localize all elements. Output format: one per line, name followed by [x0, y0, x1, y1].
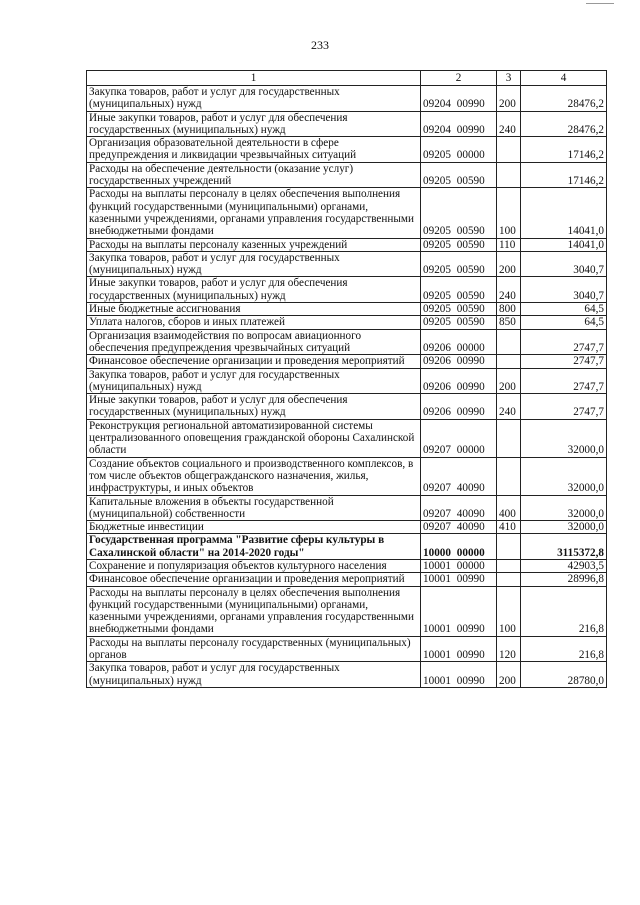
- table-row: [87, 419, 607, 457]
- row-type-cell: 240: [497, 394, 521, 420]
- row-type-cell: [497, 559, 521, 572]
- row-name-cell: Создание объектов социального и производственного комплексов, в том числе объектов общегражданского назначения, жилья, инфраструктуры, и иных объектов: [87, 457, 421, 495]
- table-row: [87, 457, 607, 495]
- row-type-cell: [497, 573, 521, 586]
- header-row: [87, 71, 607, 86]
- table-row: [87, 586, 607, 636]
- page-number: 233: [311, 38, 329, 52]
- row-code-cell: 10001 00990: [421, 573, 497, 586]
- row-code-cell: 09205 00590: [421, 303, 497, 316]
- row-code-cell: 09205 00590: [421, 238, 497, 251]
- row-code-cell: 09207 40090: [421, 521, 497, 534]
- row-code-cell: 09204 00990: [421, 86, 497, 112]
- column-header: 4: [521, 71, 607, 86]
- row-type-cell: 200: [497, 86, 521, 112]
- row-code-cell: 09207 40090: [421, 457, 497, 495]
- row-code-cell: 10001 00990: [421, 586, 497, 636]
- row-sum-cell: 2747,7: [521, 368, 607, 394]
- row-sum-cell: 3115372,8: [521, 534, 607, 560]
- table-row: [87, 534, 607, 560]
- row-type-cell: [497, 329, 521, 355]
- row-name-cell: Закупка товаров, работ и услуг для государственных (муниципальных) нужд: [87, 368, 421, 394]
- row-code-cell: 09205 00590: [421, 162, 497, 188]
- row-type-cell: [497, 457, 521, 495]
- row-sum-cell: 216,8: [521, 636, 607, 662]
- row-sum-cell: 28476,2: [521, 111, 607, 137]
- table-row: [87, 636, 607, 662]
- row-type-cell: 200: [497, 251, 521, 277]
- row-sum-cell: 14041,0: [521, 188, 607, 238]
- row-sum-cell: 32000,0: [521, 457, 607, 495]
- row-name-cell: Иные закупки товаров, работ и услуг для обеспечения государственных (муниципальных) нужд: [87, 277, 421, 303]
- row-sum-cell: 2747,7: [521, 355, 607, 368]
- row-type-cell: 240: [497, 111, 521, 137]
- row-type-cell: 200: [497, 662, 521, 688]
- row-name-cell: Государственная программа "Развитие сферы культуры в Сахалинской области" на 2014-2020 годы": [87, 534, 421, 560]
- row-sum-cell: 3040,7: [521, 251, 607, 277]
- row-name-cell: Расходы на выплаты персоналу в целях обеспечения выполнения функций государственными (муниципальными) органами, казенными учреждениями, органами управления государственными внебюджетными фондами: [87, 188, 421, 238]
- row-sum-cell: 64,5: [521, 316, 607, 329]
- table-row: [87, 316, 607, 329]
- row-code-cell: 09206 00990: [421, 394, 497, 420]
- row-name-cell: Реконструкция региональной автоматизированной системы централизованного оповещения гражданской обороны Сахалинской области: [87, 419, 421, 457]
- row-sum-cell: 216,8: [521, 586, 607, 636]
- table-row: [87, 162, 607, 188]
- row-sum-cell: 2747,7: [521, 329, 607, 355]
- row-sum-cell: 17146,2: [521, 137, 607, 163]
- row-sum-cell: 14041,0: [521, 238, 607, 251]
- table-row: [87, 394, 607, 420]
- table-row: [87, 355, 607, 368]
- row-name-cell: Иные закупки товаров, работ и услуг для обеспечения государственных (муниципальных) нужд: [87, 111, 421, 137]
- row-name-cell: Расходы на выплаты персоналу государственных (муниципальных) органов: [87, 636, 421, 662]
- table-row: [87, 329, 607, 355]
- table-row: [87, 188, 607, 238]
- row-type-cell: 110: [497, 238, 521, 251]
- table-row: [87, 495, 607, 521]
- row-name-cell: Уплата налогов, сборов и иных платежей: [87, 316, 421, 329]
- row-type-cell: [497, 534, 521, 560]
- row-name-cell: Финансовое обеспечение организации и проведения мероприятий: [87, 573, 421, 586]
- row-sum-cell: 28476,2: [521, 86, 607, 112]
- row-name-cell: Организация взаимодействия по вопросам авиационного обеспечения предупреждения чрезвычайных ситуаций: [87, 329, 421, 355]
- corner-mark: [586, 3, 614, 4]
- row-sum-cell: 32000,0: [521, 495, 607, 521]
- row-sum-cell: 17146,2: [521, 162, 607, 188]
- row-sum-cell: 3040,7: [521, 277, 607, 303]
- table-body: [87, 86, 607, 688]
- row-type-cell: 800: [497, 303, 521, 316]
- row-type-cell: 850: [497, 316, 521, 329]
- row-code-cell: 10001 00000: [421, 559, 497, 572]
- row-sum-cell: 28996,8: [521, 573, 607, 586]
- row-type-cell: [497, 137, 521, 163]
- row-type-cell: 100: [497, 188, 521, 238]
- row-type-cell: 400: [497, 495, 521, 521]
- table-row: [87, 559, 607, 572]
- row-code-cell: 09207 40090: [421, 495, 497, 521]
- table-row: [87, 521, 607, 534]
- row-type-cell: [497, 419, 521, 457]
- row-type-cell: [497, 355, 521, 368]
- table-row: [87, 251, 607, 277]
- row-code-cell: 10001 00990: [421, 636, 497, 662]
- table-row: [87, 662, 607, 688]
- row-code-cell: 09206 00990: [421, 355, 497, 368]
- row-name-cell: Расходы на выплаты персоналу в целях обеспечения выполнения функций государственными (муниципальными) органами, казенными учреждениями, органами управления государственными внебюджетными фондами: [87, 586, 421, 636]
- row-code-cell: 09205 00590: [421, 277, 497, 303]
- row-type-cell: 410: [497, 521, 521, 534]
- row-type-cell: 200: [497, 368, 521, 394]
- table-row: [87, 86, 607, 112]
- row-code-cell: 09205 00590: [421, 251, 497, 277]
- table-row: [87, 111, 607, 137]
- row-code-cell: 09205 00590: [421, 316, 497, 329]
- row-type-cell: [497, 162, 521, 188]
- row-type-cell: 120: [497, 636, 521, 662]
- row-name-cell: Иные бюджетные ассигнования: [87, 303, 421, 316]
- column-header: 1: [87, 71, 421, 86]
- row-name-cell: Иные закупки товаров, работ и услуг для обеспечения государственных (муниципальных) нужд: [87, 394, 421, 420]
- row-name-cell: Расходы на обеспечение деятельности (оказание услуг) государственных учреждений: [87, 162, 421, 188]
- row-sum-cell: 42903,5: [521, 559, 607, 572]
- row-sum-cell: 32000,0: [521, 521, 607, 534]
- row-name-cell: Закупка товаров, работ и услуг для государственных (муниципальных) нужд: [87, 662, 421, 688]
- row-code-cell: 10001 00990: [421, 662, 497, 688]
- row-name-cell: Капитальные вложения в объекты государственной (муниципальной) собственности: [87, 495, 421, 521]
- row-name-cell: Расходы на выплаты персоналу казенных учреждений: [87, 238, 421, 251]
- table-row: [87, 368, 607, 394]
- row-code-cell: 10000 00000: [421, 534, 497, 560]
- row-name-cell: Организация образовательной деятельности в сфере предупреждения и ликвидации чрезвычайных ситуаций: [87, 137, 421, 163]
- column-header: 2: [421, 71, 497, 86]
- row-code-cell: 09206 00000: [421, 329, 497, 355]
- table-row: [87, 573, 607, 586]
- row-name-cell: Закупка товаров, работ и услуг для государственных (муниципальных) нужд: [87, 86, 421, 112]
- row-name-cell: Сохранение и популяризация объектов культурного населения: [87, 559, 421, 572]
- row-code-cell: 09207 00000: [421, 419, 497, 457]
- table-row: [87, 277, 607, 303]
- row-code-cell: 09205 00590: [421, 188, 497, 238]
- row-code-cell: 09205 00000: [421, 137, 497, 163]
- table-row: [87, 238, 607, 251]
- row-sum-cell: 32000,0: [521, 419, 607, 457]
- row-sum-cell: 2747,7: [521, 394, 607, 420]
- row-type-cell: 100: [497, 586, 521, 636]
- row-name-cell: Финансовое обеспечение организации и проведения мероприятий: [87, 355, 421, 368]
- row-sum-cell: 64,5: [521, 303, 607, 316]
- budget-table: [86, 70, 607, 688]
- row-sum-cell: 28780,0: [521, 662, 607, 688]
- row-type-cell: 240: [497, 277, 521, 303]
- row-code-cell: 09204 00990: [421, 111, 497, 137]
- table-row: [87, 137, 607, 163]
- column-header: 3: [497, 71, 521, 86]
- row-name-cell: Бюджетные инвестиции: [87, 521, 421, 534]
- row-name-cell: Закупка товаров, работ и услуг для государственных (муниципальных) нужд: [87, 251, 421, 277]
- row-code-cell: 09206 00990: [421, 368, 497, 394]
- table-row: [87, 303, 607, 316]
